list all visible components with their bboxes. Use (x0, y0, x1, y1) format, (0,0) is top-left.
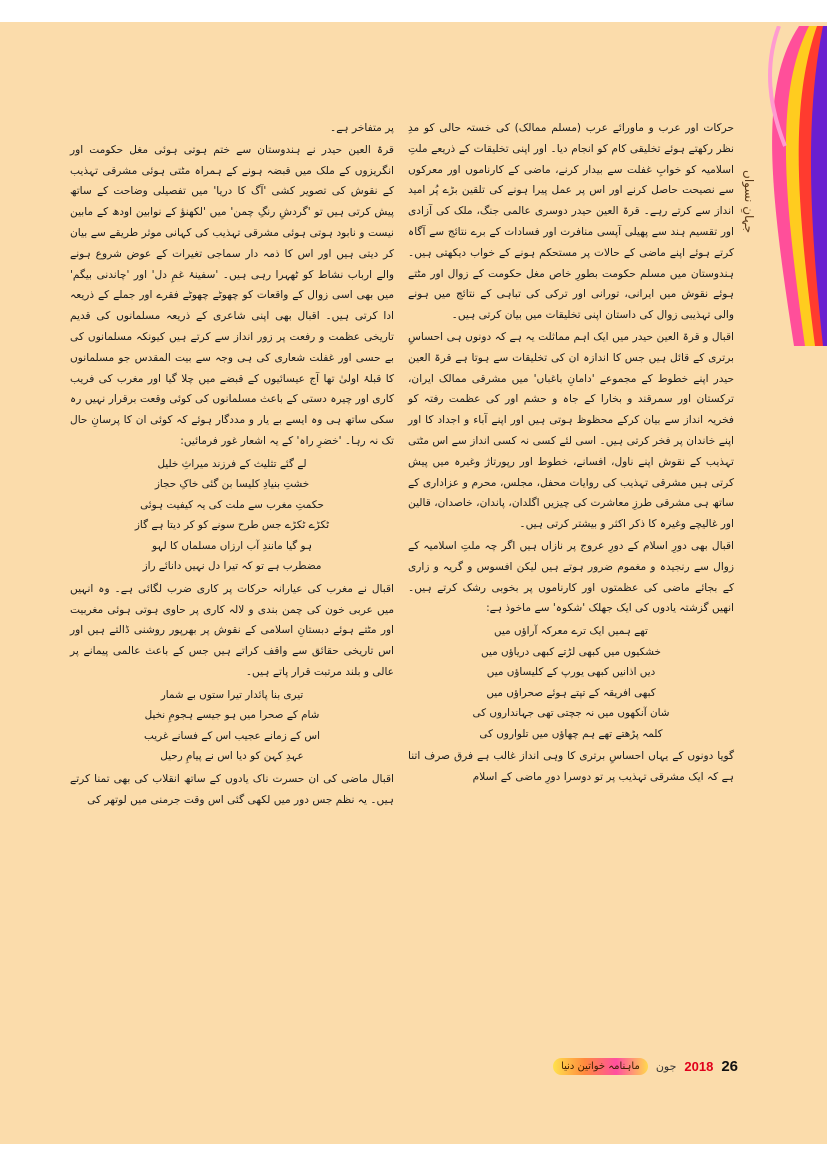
verse-line: کلمہ پڑھتے تھے ہم چھاؤں میں تلواروں کی (479, 727, 663, 740)
verse-line: دیں اذانیں کبھی یورپ کے کلیساؤں میں (486, 666, 656, 679)
verse-line: تیری بنا پائدار تیرا ستوں بے شمار (160, 688, 304, 701)
left-text-column (70, 118, 394, 811)
verse-line: عہدِ کہن کو دیا اس نے پیامِ رحیل (160, 750, 304, 763)
verse-line: حکمتِ مغرب سے ملت کی یہ کیفیت ہوئی (140, 498, 324, 511)
magazine-name: ماہنامہ خواتین دنیا (553, 1058, 648, 1075)
paragraph: حرکات اور عرب و ماورائے عرب (مسلم ممالک) کی خستہ حالی کو مدِ نظر رکھتے ہوئے تخلیقی کام کو انجام دیا۔ اور اپنی تخلیقات کے ذریعے ملتِ اسلامیہ کو خوابِ غفلت سے بیدار کرنے، ماضی کے کارناموں اور معرکوں سے نصیحت حاصل کرنے اور اس پر عمل پیرا ہونے کی تلقین بڑے پُر امید انداز سے کرتے رہے۔ قرۃ العین حیدر دوسری عالمی جنگ، ملک کی آزادی اور تقسیم ہند سے پھیلی آپسی منافرت اور فسادات کے برے نتائج سے آگاہ کرتے ہوئے اپنے ماضی کے حالات پر مستحکم ہونے کے خواب دیکھتی ہیں۔ ہندوستان میں مسلم حکومت بطورِ خاص مغل حکومت کے زوال اور مٹتے ہوئے نقوش میں ایرانی، تورانی اور ترکی کی تباہی کے نتائج میں ہونے والی تہذیبی زوال کی داستان اپنی تخلیقات میں بیان کرتی ہیں۔ (408, 122, 734, 322)
right-text-column (408, 118, 734, 789)
paragraph: اقبال ماضی کی ان حسرت ناک یادوں کے ساتھ انقلاب کی بھی تمنا کرتے ہیں۔ یہ نظم جس دور میں لکھی گئی اس وقت جرمنی میں لوتھر کی (70, 772, 394, 806)
poem-verse-block (70, 454, 394, 577)
paragraph: اقبال و قرۃ العین حیدر میں ایک اہم مماثلت یہ ہے کہ دونوں ہی احساسِ برتری کے قائل ہیں جس کا اندازہ ان کی تخلیقات سے ہوتا ہے قرۃ العین حیدر اپنے خطوط کے مجموعے 'دامانِ باغباں' میں مشرقی ممالک ایران، ترکستان اور سمرقند و بخارا کے جاہ و حشم اور کی عظمت رفتہ کو فخریہ انداز سے بیان کرکے محظوظ ہوتی ہیں اور اپنے آباء و اجداد کا اور اپنے خاندان پر فخر کرتی ہیں۔ اسی لئے کسی نہ کسی انداز سے اس مٹتی تہذیب کے نقوش اپنے ناول، افسانے، خطوط اور رپورتاژ وغیرہ میں پیش کرتی ہیں مشرقی تہذیب کی روایات محفل، مجلس، محرم و عزاداری کے ساتھ ہی مشرقی طرزِ معاشرت کی چیزیں اگلدان، پاندان، خاصدان، قالین اور غالیچے وغیرہ کا ذکر اکثر و بیشتر کرتی ہیں۔ (408, 330, 734, 531)
poem-verse-block (70, 685, 394, 767)
paragraph: گویا دونوں کے یہاں احساسِ برتری کا وہی انداز غالب ہے فرق صرف اتنا ہے کہ ایک مشرقی تہذیب پر تو دوسرا دورِ ماضی کے اسلام (408, 750, 734, 783)
verse-line: اس کے زمانے عجیب اس کے فسانے غریب (144, 729, 320, 742)
verse-line: شام کے صحرا میں ہو جیسے ہجومِ نخیل (144, 709, 320, 722)
poem-verse-block (408, 621, 734, 744)
page-number: 26 (721, 1057, 738, 1075)
section-label: جہانِ نسواں (742, 170, 756, 234)
verse-line: شان آنکھوں میں نہ جچتی تھی جہانداروں کی (472, 707, 670, 720)
verse-line: کبھی افریقہ کے تپتے ہوئے صحراؤں میں (486, 686, 656, 699)
paragraph: پر متفاخر ہے۔ (329, 122, 394, 134)
verse-line: لے گئے تثلیث کے فرزند میراثِ خلیل (157, 457, 307, 470)
paragraph: اقبال بھی دورِ اسلام کے دورِ عروج پر نازاں ہیں اگر چہ ملتِ اسلامیہ کے زوال سے رنجیدہ و مغموم ضرور ہوتے ہیں لیکن افسوس و گریہ و زاری کے بجائے ماضی کی عظمتوں اور کارناموں پر بخوبی رشک کرتے ہیں۔ انھیں گزشتہ یادوں کی ایک جھلک 'شکوہ' سے ماخوذ ہے: (408, 539, 734, 615)
verse-line: ہو گیا مانندِ آب ارزاں مسلماں کا لہو (152, 539, 312, 552)
verse-line: تھے ہمیں ایک ترے معرکہ آراؤں میں (494, 625, 648, 638)
verse-line: مضطرب ہے تو کہ تیرا دل نہیں دانائے راز (142, 560, 322, 573)
verse-line: خشتِ بنیادِ کلیسا بن گئی خاکِ حجاز (154, 478, 310, 491)
paragraph: اقبال نے مغرب کی عیارانہ حرکات پر کاری ضرب لگائی ہے۔ وہ انہیں میں عربی خون کی چمن بندی و لالہ کاری پر حاوی ہوتی ہوئی مغربیت اور مٹتے ہوئے دبستانِ اسلامی کے نقوش پر بھرپور روشنی ڈالتے ہیں اور اس تاریخی حقائق سے واقف کراتے ہیں جس کے باعث عالمی پیمانے پر عالی و بلند مرتبت قرار پاتے ہیں۔ (70, 582, 394, 678)
verse-line: خشکیوں میں کبھی لڑتے کبھی دریاؤں میں (481, 645, 661, 658)
page-footer (490, 1052, 738, 1080)
paragraph: قرۃ العین حیدر نے ہندوستان سے ختم ہوتی ہوئی مغل حکومت اور انگریزوں کے ملک میں قبضہ ہونے کے ہمراہ مٹتی ہوئی مشرقی تہذیب کے نقوش کی تصویر کشی 'آگ کا دریا' میں تفصیلی وضاحت کے ساتھ پیش کرتی ہیں تو 'گردشِ رنگِ چمن' میں 'لکھنؤ کے نوابین اودھ کے مابین نیست و نابود ہوتی ہوئی مشرقی تہذیب کی کہانی موثر طریقے سے بیان کر دیتی ہیں اور اس کا ذمہ دار سماجی تغیرات کے عوض شروع ہونے والے ارباب نشاط کو ٹھہرا رہی ہیں۔ 'سفینۂ غمِ دل' اور 'چاندنی بیگم' میں بھی اسی زوال کے واقعات کو چھوٹے چھوٹے فقرے اور جملے کے ذریعہ ادا کرتی ہیں۔ اقبال بھی اپنی شاعری کے ذریعہ مسلمانوں کی قدیم تاریخی عظمت و رفعت پر زور انداز سے کرتے ہیں کیونکہ مسلمانوں کی بے حسی اور غفلت شعاری کی ہی وجہ سے بیت المقدس جو مسلمانوں کا قبلۂ اولیٰ تھا آج عیسائیوں کے قبضے میں چلا گیا اور مغرب کی فریب کاری اور چیرہ دستی کے باعث مسلمانوں کی کوئی وقعت برقرار نہیں رہ سکی ساتھ ہی وہ ایسے بے یار و مددگار ہوئے کہ کوئی ان کا پرسانِ حال تک نہ رہا۔ 'خضرِ راہ' کے یہ اشعار غور فرمائیں: (70, 143, 394, 447)
issue-year: 2018 (684, 1058, 714, 1074)
verse-line: ٹکڑے ٹکڑے جس طرح سونے کو کر دیتا ہے گاز (134, 519, 330, 532)
issue-month: جون (655, 1059, 677, 1073)
